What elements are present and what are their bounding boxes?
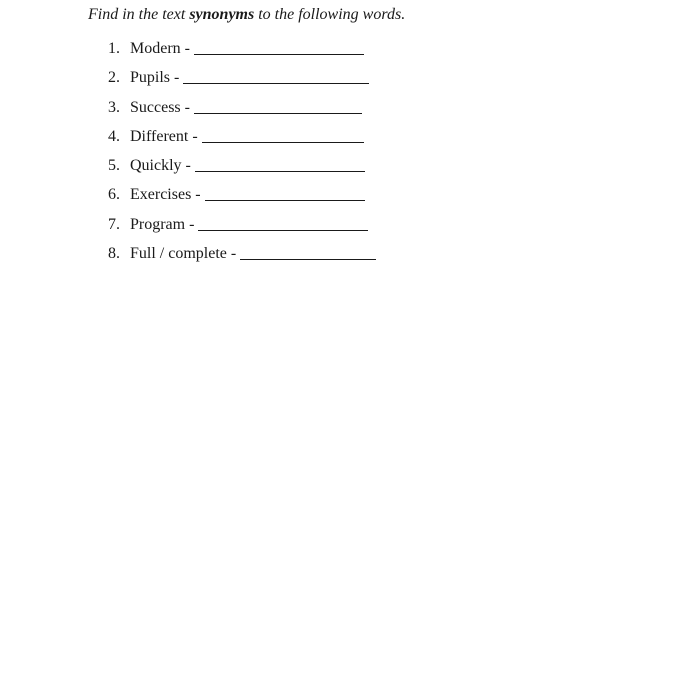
answer-blank[interactable] [198,218,368,231]
item-number: 5. [108,157,120,175]
list-item-4 [108,128,376,157]
item-word: Success - [130,98,190,116]
synonym-list [108,40,376,274]
list-item-1 [108,40,376,69]
item-word: Pupils - [130,69,180,87]
item-word: Quickly - [130,157,191,175]
list-item-6 [108,186,376,215]
item-number: 3. [108,98,120,116]
item-number: 2. [108,69,120,87]
instruction-after: to the following words. [254,6,406,23]
answer-blank[interactable] [205,188,365,201]
list-item-8 [108,245,376,274]
answer-blank[interactable] [202,130,364,143]
list-item-3 [108,99,376,128]
list-item-7 [108,216,376,245]
list-item-2 [108,69,376,98]
answer-blank[interactable] [240,247,376,260]
list-item-5 [108,157,376,186]
answer-blank[interactable] [195,159,365,172]
instruction-before: Find in the text [88,6,190,23]
instruction-text [88,6,405,24]
item-number: 6. [108,186,120,204]
item-word: Exercises - [130,186,201,204]
answer-blank[interactable] [194,42,364,55]
item-word: Full / complete - [130,245,237,263]
answer-blank[interactable] [183,71,369,84]
item-word: Different - [130,127,198,145]
answer-blank[interactable] [194,101,362,114]
item-word: Program - [130,215,195,233]
item-number: 7. [108,215,120,233]
item-number: 4. [108,127,120,145]
item-number: 1. [108,40,120,57]
item-word: Modern - [130,40,190,57]
item-number: 8. [108,245,120,263]
instruction-emphasis: synonyms [189,6,255,23]
